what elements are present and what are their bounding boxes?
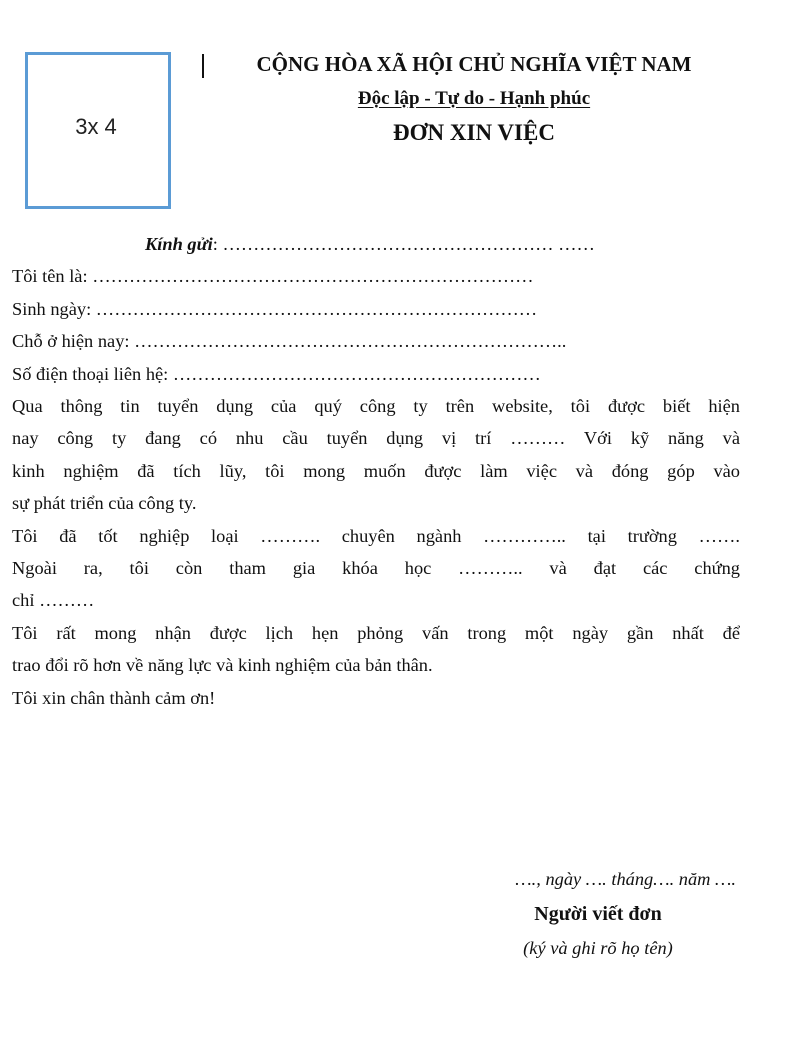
- field-birthdate-label: Sinh ngày:: [12, 298, 96, 319]
- national-motto-text: Độc lập - Tự do - Hạnh phúc: [357, 88, 591, 109]
- field-birthdate-fill[interactable]: ………………………………………………………………: [95, 298, 538, 319]
- signature-note: (ký và ghi rõ họ tên): [523, 938, 673, 958]
- national-motto: [196, 84, 752, 114]
- salutation-fill[interactable]: : ……………………………………………… ……: [212, 234, 595, 254]
- field-birthdate: [12, 293, 740, 325]
- salutation-line: [12, 228, 740, 260]
- signature-block: [420, 862, 740, 964]
- courses-line-2: chỉ ………: [12, 590, 95, 611]
- intro-paragraph-line-3: kinh nghiệm đã tích lũy, tôi mong muốn được làm việc và đóng góp vào: [12, 460, 740, 481]
- field-name-label: Tôi tên là:: [12, 266, 93, 287]
- field-name-fill[interactable]: ………………………………………………………………: [92, 266, 534, 287]
- document-header: [196, 48, 752, 150]
- document-body: [12, 228, 740, 714]
- field-phone-label: Số điện thoại liên hệ:: [12, 363, 173, 384]
- national-title-text: CỘNG HÒA XÃ HỘI CHỦ NGHĨA VIỆT NAM: [256, 52, 692, 76]
- field-phone: [12, 358, 740, 390]
- education-line: Tôi đã tốt nghiệp loại ………. chuyên ngành ………….. tại trường …….: [12, 525, 740, 546]
- request-line-2: trao đổi rõ hơn về năng lực và kinh nghiệm của bản thân.: [12, 655, 433, 676]
- intro-paragraph-line-1: Qua thông tin tuyển dụng của quý công ty trên website, tôi được biết hiện: [12, 396, 740, 417]
- national-title: [196, 48, 752, 80]
- intro-paragraph-line-2: nay công ty đang có nhu cầu tuyển dụng vị trí ……… Với kỹ năng và: [12, 428, 740, 449]
- field-address: [12, 325, 740, 357]
- field-address-fill[interactable]: ……………………………………………………………..: [134, 331, 567, 352]
- salutation-label: Kính gửi: [145, 234, 213, 254]
- courses-line-1: Ngoài ra, tôi còn tham gia khóa học ……….. và đạt các chứng: [12, 558, 740, 579]
- field-address-label: Chỗ ở hiện nay:: [12, 331, 135, 352]
- thanks-line: Tôi xin chân thành cảm ơn!: [12, 687, 216, 708]
- signature-date: …., ngày …. tháng…. năm ….: [515, 869, 736, 889]
- intro-paragraph-line-4: sự phát triển của công ty.: [12, 493, 197, 514]
- photo-size-label: 3x 4: [75, 113, 117, 139]
- signature-title: Người viết đơn: [534, 903, 662, 925]
- photo-placeholder-box: [25, 52, 171, 209]
- text-cursor-icon: [202, 54, 204, 78]
- field-name: [12, 260, 740, 292]
- document-title: ĐƠN XIN VIỆC: [393, 120, 555, 145]
- field-phone-fill[interactable]: ……………………………………………………: [172, 363, 541, 384]
- request-line-1: Tôi rất mong nhận được lịch hẹn phỏng vấn trong một ngày gần nhất để: [12, 622, 740, 643]
